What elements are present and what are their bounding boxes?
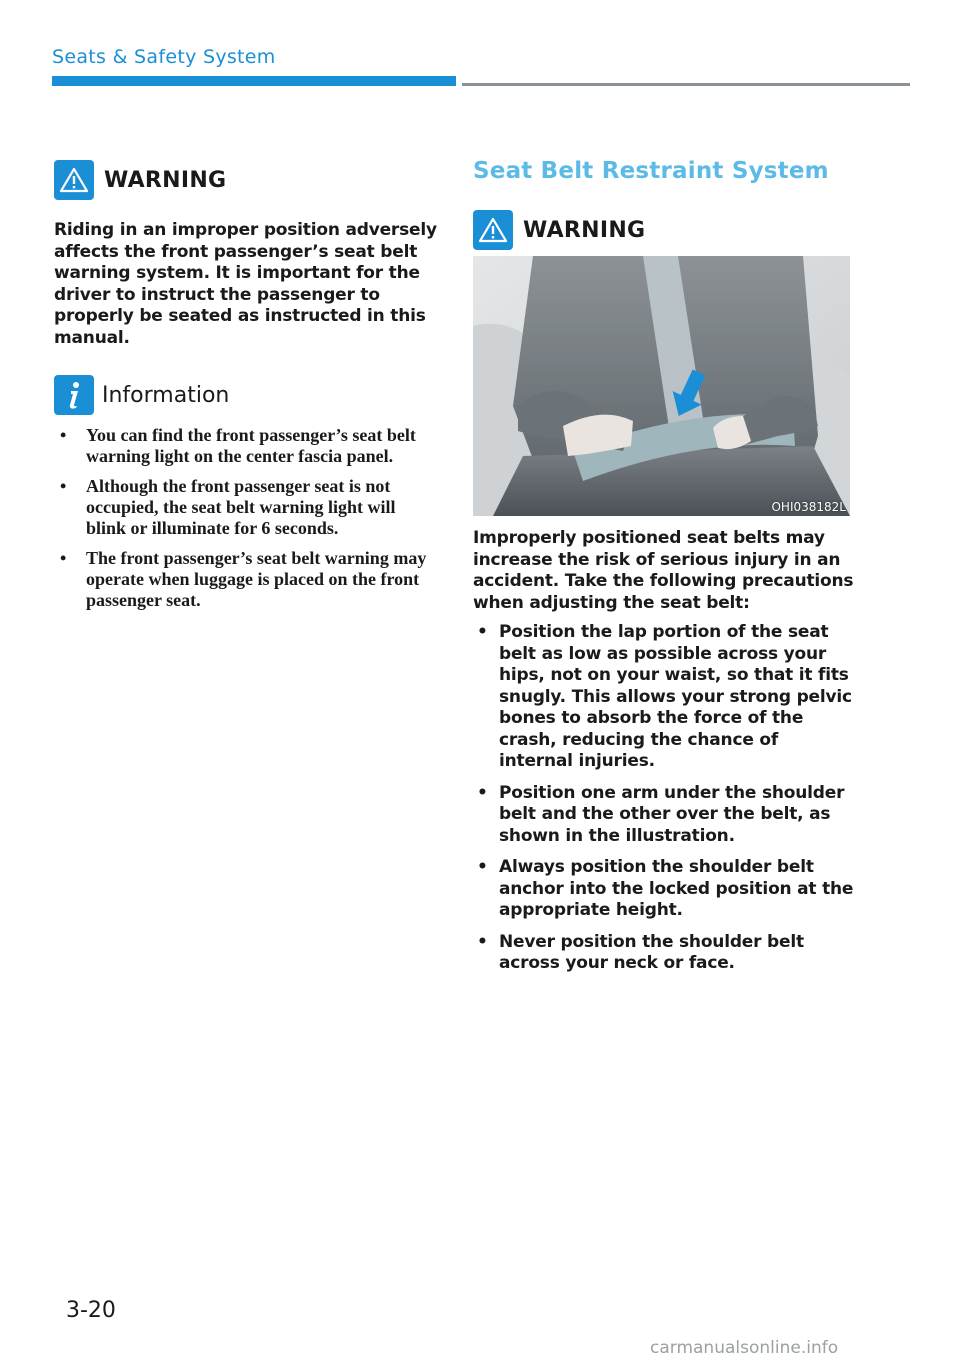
list-item: • Although the front passenger seat is not occupied, the seat belt warning light will blink or illuminate for 6 seconds. — [54, 476, 439, 539]
figure-code: OHI038182L — [771, 500, 846, 514]
right-column — [473, 158, 855, 985]
warning-title: WARNING — [104, 167, 227, 193]
information-heading — [54, 375, 439, 415]
list-item: • Never position the shoulder belt across your neck or face. — [473, 932, 855, 975]
warning-heading — [473, 210, 855, 250]
list-item: • Position the lap portion of the seat belt as low as possible across your hips, not on your waist, so that it fits snugly. This allows your strong pelvic bones to absorb the force of the crash, reducing the chance of internal injuries. — [473, 622, 855, 773]
warning-intro: Improperly positioned seat belts may increase the risk of serious injury in an accident. Take the following precautions when adjusting the seat belt: — [473, 528, 854, 613]
warning-text: Riding in an improper position adversely affects the front passenger’s seat belt warning system. It is important for the driver to instruct the passenger to properly be seated as instructed in this manual. — [54, 220, 437, 348]
list-item: • The front passenger’s seat belt warning may operate when luggage is placed on the front passenger seat. — [54, 548, 439, 611]
seat-belt-illustration — [473, 256, 850, 516]
list-item: • You can find the front passenger’s seat belt warning light on the center fascia panel. — [54, 425, 439, 467]
warning-triangle-icon — [473, 210, 513, 250]
information-list — [54, 425, 439, 611]
warning-heading — [54, 160, 439, 200]
list-item: • Always position the shoulder belt anchor into the locked position at the appropriate height. — [473, 857, 855, 922]
watermark: carmanualsonline.info — [650, 1338, 839, 1358]
list-item: • Position one arm under the shoulder belt and the other over the belt, as shown in the illustration. — [473, 783, 855, 848]
page-number: 3-20 — [66, 1298, 116, 1323]
section-title: Seats & Safety System — [52, 46, 276, 68]
section-heading: Seat Belt Restraint System — [473, 158, 829, 184]
header-rule-accent — [52, 76, 456, 86]
left-column — [54, 160, 439, 620]
information-title: Information — [102, 382, 230, 408]
info-i-icon — [54, 375, 94, 415]
warning-triangle-icon — [54, 160, 94, 200]
precautions-list — [473, 622, 855, 975]
warning-title: WARNING — [523, 217, 646, 243]
header-rule-gray — [462, 83, 910, 86]
